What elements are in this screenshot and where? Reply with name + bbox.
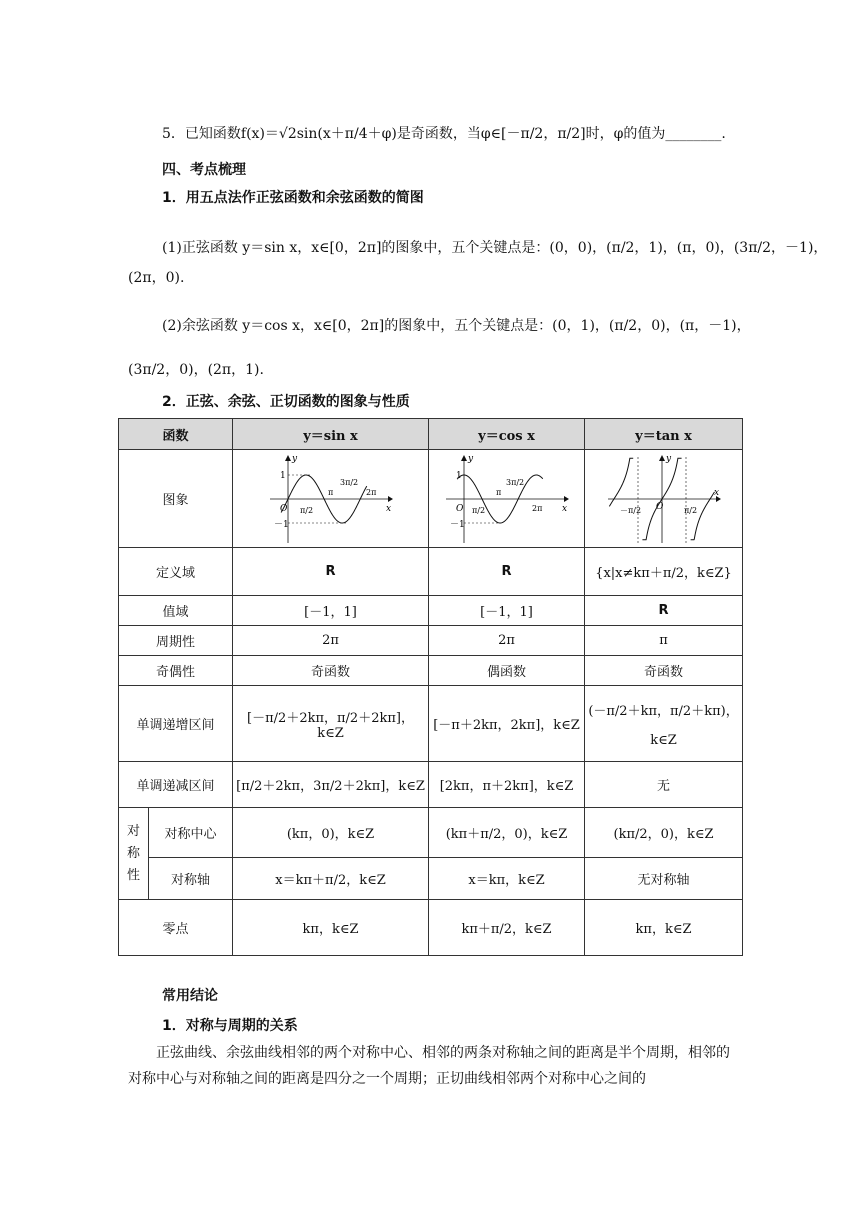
sin-range: [－1，1]: [233, 596, 429, 626]
parity-label: 奇偶性: [119, 656, 233, 686]
table-row-zeros: [119, 900, 743, 956]
tan-graph-origin-label: O: [655, 501, 663, 512]
cos-graph-cell: [429, 450, 585, 548]
sin-axis: x＝kπ＋π/2，k∈Z: [233, 858, 429, 900]
table-header-row: [119, 419, 743, 450]
sin-graph-cell: [233, 450, 429, 548]
table-row-range: [119, 596, 743, 626]
period-label: 周期性: [119, 626, 233, 656]
sin-center: (kπ，0)，k∈Z: [233, 808, 429, 858]
sin-graph-one-label: 1: [279, 470, 286, 481]
tan-period: π: [585, 626, 743, 656]
table-row-decreasing: [119, 762, 743, 808]
tan-graph-y-label: y: [665, 453, 671, 464]
tan-increasing: [585, 686, 743, 762]
cos-center: (kπ＋π/2，0)，k∈Z: [429, 808, 585, 858]
tan-graph: [604, 453, 724, 545]
cos-period: 2π: [429, 626, 585, 656]
item-1-title: 1．用五点法作正弦函数和余弦函数的简图: [162, 190, 424, 206]
sin-period: 2π: [233, 626, 429, 656]
cos-graph-origin-label: O: [455, 503, 463, 514]
cos-increasing: [－π＋2kπ，2kπ]，k∈Z: [429, 686, 585, 762]
problem-5: 5．已知函数f(x)＝√2sin(x＋π/4＋φ)是奇函数，当φ∈[－π/2，π/2]时，φ的值为________.: [162, 126, 726, 142]
table-row-parity: [119, 656, 743, 686]
sin-parity: 奇函数: [233, 656, 429, 686]
tan-center: (kπ/2，0)，k∈Z: [585, 808, 743, 858]
range-label: 值域: [119, 596, 233, 626]
section-4-title: 四、考点梳理: [162, 162, 246, 178]
cos-graph-y-label: y: [467, 453, 473, 464]
symmetry-group-label: [119, 808, 149, 900]
graph-label: 图象: [119, 450, 233, 548]
sin-domain: R: [233, 548, 429, 596]
tan-zeros: kπ，k∈Z: [585, 900, 743, 956]
tan-range: R: [585, 596, 743, 626]
table-row-axis: [119, 858, 743, 900]
table-row-center: [119, 808, 743, 858]
cos-graph-x-label: x: [561, 503, 567, 514]
sin-graph-2pi-label: 2π: [365, 487, 376, 497]
zeros-label: 零点: [119, 900, 233, 956]
cos-range: [－1，1]: [429, 596, 585, 626]
conclusions-title: 常用结论: [162, 988, 218, 1004]
cos-graph-2pi-label: 2π: [531, 503, 542, 513]
header-cos: y＝cos x: [429, 419, 585, 450]
cos-parity: 偶函数: [429, 656, 585, 686]
cos-axis: x＝kπ，k∈Z: [429, 858, 585, 900]
sin-graph: [266, 453, 396, 545]
tan-domain: {x|x≠kπ＋π/2，k∈Z}: [585, 548, 743, 596]
tan-increasing-k: k∈Z: [650, 732, 677, 748]
cos-zeros: kπ＋π/2，k∈Z: [429, 900, 585, 956]
sin-zeros: kπ，k∈Z: [233, 900, 429, 956]
conclusion-1-title: 1．对称与周期的关系: [162, 1018, 298, 1034]
tan-graph-x-label: x: [713, 487, 719, 498]
tan-graph-pi-half-label: π/2: [683, 505, 697, 515]
sin-increasing: [－π/2＋2kπ，π/2＋2kπ]，k∈Z: [233, 686, 429, 762]
header-function: 函数: [119, 419, 233, 450]
header-tan: y＝tan x: [585, 419, 743, 450]
sin-graph-x-label: x: [385, 503, 391, 514]
cos-graph-3pi-half-label: 3π/2: [505, 477, 524, 487]
sine-key-points: (1)正弦函数 y＝sin x，x∈[0，2π]的图象中，五个关键点是：(0，0)，(π/2，1)，(π，0)，(3π/2，－1)，: [162, 240, 828, 256]
center-label: 对称中心: [149, 808, 233, 858]
sin-graph-pi-label: π: [327, 487, 333, 497]
tan-graph-neg-pi-half-label: －π/2: [619, 505, 641, 515]
table-row-domain: [119, 548, 743, 596]
cos-graph-pi-label: π: [495, 487, 501, 497]
table-row-increasing: [119, 686, 743, 762]
cos-graph-neg-one-label: －1: [449, 519, 465, 530]
tan-graph-cell: [585, 450, 743, 548]
properties-table: [118, 418, 743, 956]
axis-label: 对称轴: [149, 858, 233, 900]
cos-domain: R: [429, 548, 585, 596]
cosine-key-points-cont: (3π/2，0)，(2π，1).: [128, 362, 264, 378]
symmetry-label: 对 称 性: [126, 823, 140, 883]
increasing-label: 单调递增区间: [119, 686, 233, 762]
table-row-graph: [119, 450, 743, 548]
sin-graph-pi-half-label: π/2: [299, 505, 313, 515]
cos-graph-one-label: 1: [455, 470, 462, 481]
sin-graph-neg-one-label: －1: [273, 519, 289, 530]
sin-graph-origin-label: O: [279, 503, 287, 514]
decreasing-label: 单调递减区间: [119, 762, 233, 808]
domain-label: 定义域: [119, 548, 233, 596]
cosine-key-points: (2)余弦函数 y＝cos x，x∈[0，2π]的图象中，五个关键点是：(0，1)，(π/2，0)，(π，－1)，: [162, 318, 751, 334]
sin-decreasing: [π/2＋2kπ，3π/2＋2kπ]，k∈Z: [233, 762, 429, 808]
cos-graph-pi-half-label: π/2: [471, 505, 485, 515]
header-sin: y＝sin x: [233, 419, 429, 450]
sin-graph-3pi-half-label: 3π/2: [339, 477, 358, 487]
tan-increasing-interval: (－π/2＋kπ，π/2＋kπ)，: [588, 703, 739, 719]
sine-key-points-cont: (2π，0).: [128, 270, 185, 286]
sin-graph-y-label: y: [291, 453, 297, 464]
item-2-title: 2．正弦、余弦、正切函数的图象与性质: [162, 394, 410, 410]
conclusion-1-text: 正弦曲线、余弦曲线相邻的两个对称中心、相邻的两条对称轴之间的距离是半个周期，相邻的对称中心与对称轴之间的距离是四分之一个周期；正切曲线相邻两个对称中心之间的: [128, 1045, 730, 1087]
tan-axis: 无对称轴: [585, 858, 743, 900]
table-row-period: [119, 626, 743, 656]
tan-decreasing: 无: [585, 762, 743, 808]
tan-parity: 奇函数: [585, 656, 743, 686]
cos-graph: [442, 453, 572, 545]
cos-decreasing: [2kπ，π＋2kπ]，k∈Z: [429, 762, 585, 808]
